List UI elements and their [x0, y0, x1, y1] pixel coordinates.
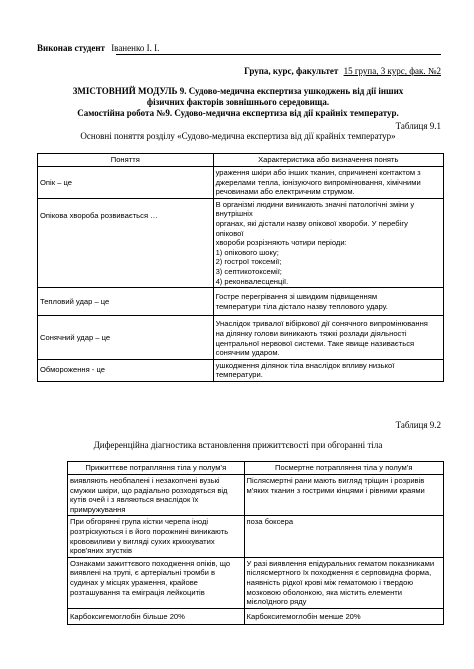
definition-cell	[213, 359, 443, 381]
cell-line: судинах у місцях ураження, крайове	[70, 577, 198, 587]
cell-line: мозковою оболонкою, яка містить елементи	[246, 587, 402, 597]
cell-line: смужки шкіри, що радіально розходяться від	[70, 485, 228, 495]
module-title-line1: ЗМІСТОВНИЙ МОДУЛЬ 9. Судово-медична експертиза ушкоджень від дії інших	[72, 86, 404, 96]
definition-line: ушкодження ділянок тіла внаслідок впливу низької	[215, 360, 395, 370]
table-row	[68, 516, 444, 557]
table1-col-definition: Характеристика або визначення понять	[213, 154, 443, 167]
definition-line: ураження шкіри або інших тканин, спричинені контактом з	[215, 168, 421, 177]
definition-line: центральної нервової системи. Таке явище називається	[215, 338, 415, 348]
cell-line: У разі виявлення епідуральних гематом показниками	[246, 558, 435, 568]
work-title: Самостійна робота №9. Судово-медична експертиза від дії крайніх температур.	[77, 108, 399, 118]
table2-header-row	[68, 462, 444, 475]
definition-cell	[213, 167, 443, 199]
postmortem-cell	[244, 557, 443, 608]
table-row	[68, 608, 444, 625]
cell-line: Ознаками зажиттєвого походження опіків, що	[70, 558, 231, 568]
cell-line: виявляють необпалені і незакопчені вузькі	[70, 476, 220, 485]
table2-caption: Диференційна діагностика встановлення прижиттєвості при обгоранні тіла	[93, 440, 383, 450]
cell-line: виявлені на трупі, є артеріальні тромби в	[70, 568, 216, 578]
definition-cell	[213, 198, 443, 287]
cell-line: крововиливи у вигляді сухих крихкуватих	[70, 536, 215, 546]
table-row	[68, 557, 444, 608]
definition-line: опікової	[215, 228, 244, 238]
term-cell: Обмороження - це	[38, 359, 214, 381]
definition-line: 1) опікового шоку;	[215, 247, 279, 257]
definition-line: температури тіла дістало назву теплового удару.	[215, 301, 388, 311]
table-row	[68, 475, 444, 516]
table-row	[38, 198, 444, 287]
definition-line: речовинами або електричним струмом.	[215, 187, 355, 197]
term-cell: Опікова хвороба розвивається …	[38, 198, 214, 287]
table-row	[38, 316, 444, 359]
definition-cell	[213, 288, 443, 316]
definition-line: органах, які дістали назву опікової хвороби. У перебігу	[215, 218, 408, 228]
definition-line: температури.	[215, 370, 263, 380]
student-name: Іваненко І. І.	[111, 43, 160, 53]
table1-caption: Основні поняття розділу «Судово-медична експертиза від дії крайніх температур»	[80, 131, 396, 141]
group-value: 15 група, 3 курс, фак. №2	[343, 66, 441, 76]
cell-line: поза боксера	[246, 517, 294, 527]
definition-cell	[213, 316, 443, 359]
term-cell: Тепловий удар – це	[38, 288, 214, 316]
definition-line: джерелами тепла, іонізуючого випромінювання, хімічними	[215, 177, 421, 187]
definition-line: Гостре перегрівання зі швидким підвищенням	[215, 292, 378, 302]
table-row	[38, 167, 444, 199]
definition-line: 4) реконвалесценції.	[215, 276, 289, 286]
group-row	[244, 66, 441, 76]
definition-line: В організмі людини виникають значні патологічні зміни у	[215, 199, 415, 209]
student-underline	[116, 54, 441, 55]
cell-line: мієлоїдного ряду	[246, 597, 307, 607]
term-cell: Опік – це	[38, 167, 214, 199]
definition-line: 3) септикотоксемії;	[215, 266, 282, 276]
table2-number: Таблиця 9.2	[395, 420, 441, 430]
concepts-table	[37, 153, 444, 382]
cell-line: наявність рідкої крові між гематомою і твердою	[246, 577, 414, 587]
cell-line: примружування	[70, 504, 126, 514]
vitality-diagnostics-table	[67, 461, 444, 625]
cell-line: розтріскуються і в його порожнині виникають	[70, 526, 229, 536]
cell-line: кров'яних згустків	[70, 546, 132, 556]
antemortem-cell: Карбоксигемоглобін більше 20%	[68, 608, 245, 625]
postmortem-cell	[244, 516, 443, 557]
definition-line: 2) гострої токсемії;	[215, 257, 282, 267]
definition-line: хвороби розрізняють чотири періоди:	[215, 238, 347, 248]
definition-line: внутрішніх	[215, 209, 253, 219]
table1-header-row	[38, 154, 444, 167]
definition-line: Унаслідок тривалої вібіркової дії сонячного випромінювання	[215, 319, 428, 329]
table1-number: Таблиця 9.1	[395, 121, 441, 131]
student-label: Виконав студент	[37, 43, 105, 53]
postmortem-cell: Карбоксигемоглобін менше 20%	[244, 608, 443, 625]
cell-line: розташування та еміграція лейкоцитів	[70, 587, 205, 597]
table2-col-postmortem: Посмертне потрапляння тіла у полум’я	[244, 462, 443, 475]
term-cell: Сонячний удар – це	[38, 316, 214, 359]
definition-line: сонячним ударом.	[215, 348, 280, 358]
definition-line: на ділянку голови виникають тяжкі розлади діяльності	[215, 328, 407, 338]
cell-line: кутів очей і з являються внаслідок їх	[70, 495, 199, 505]
cell-line: м'яких тканин з гострими кінцями і рівними краями	[246, 485, 425, 495]
table1-col-term: Поняття	[38, 154, 214, 167]
antemortem-cell	[68, 475, 245, 516]
cell-line: При обгорянні група кістки черепа іноді	[70, 517, 209, 527]
module-title	[30, 86, 446, 119]
table-row	[38, 288, 444, 316]
cell-line: післясмертного їх походження є серповидна форма,	[246, 568, 432, 578]
antemortem-cell	[68, 557, 245, 608]
antemortem-cell	[68, 516, 245, 557]
table2-col-antemortem: Прижиттєве потрапляння тіла у полум’я	[68, 462, 245, 475]
cell-line: Післясмертні рани мають вигляд тріщин і розривів	[246, 476, 425, 485]
student-row	[37, 43, 159, 53]
table-row	[38, 359, 444, 381]
postmortem-cell	[244, 475, 443, 516]
group-label: Група, курс, факультет	[244, 66, 339, 76]
module-title-line2: фізичних факторів зовнішнього середовища.	[146, 97, 330, 107]
